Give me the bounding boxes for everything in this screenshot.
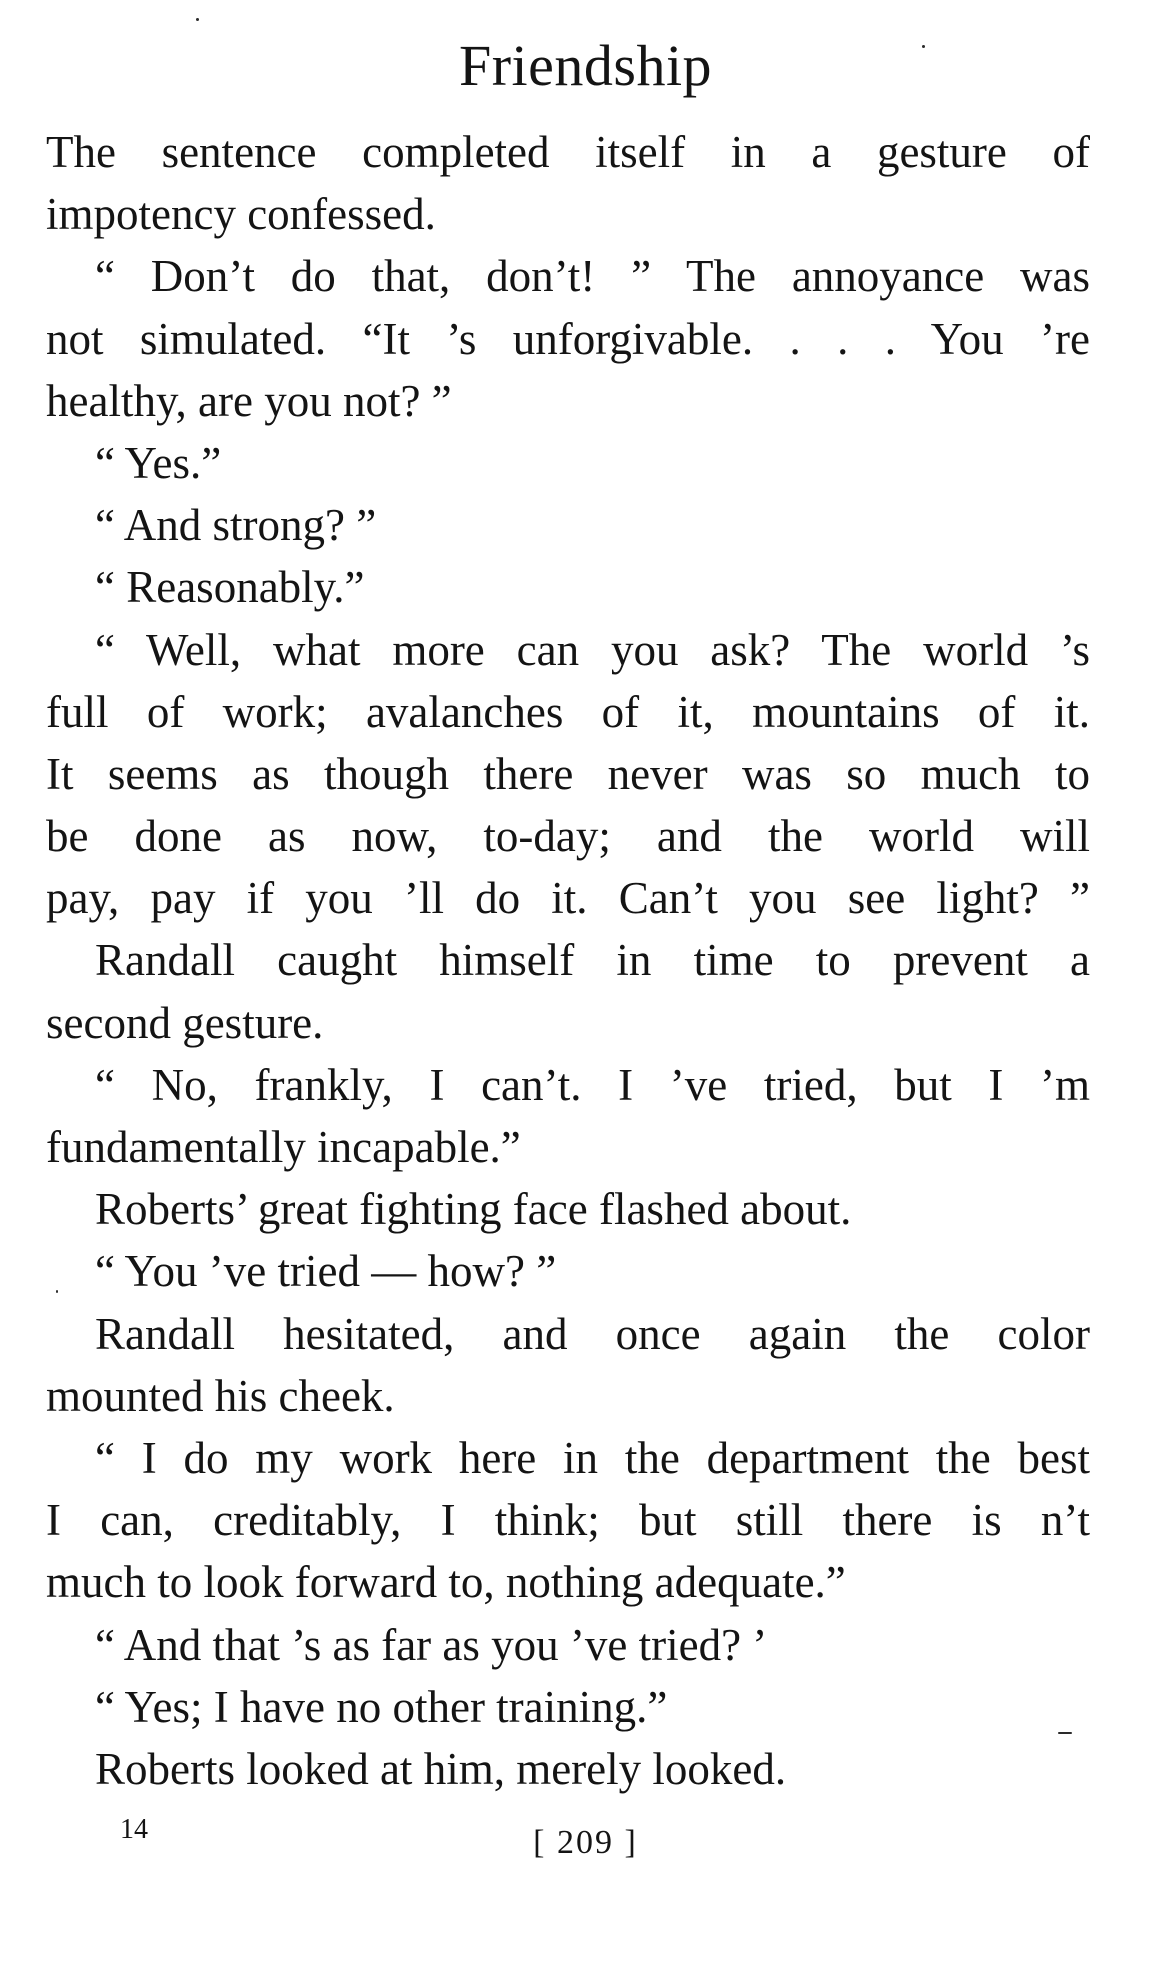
dust-speck bbox=[56, 1290, 58, 1293]
text-line: “ And that ’s as far as you ’ve tried? ’ bbox=[95, 1619, 768, 1670]
text-line: “ No, frankly, I can’t. I ’ve tried, but I ’m bbox=[95, 1059, 1090, 1110]
text-line: Roberts looked at him, merely looked. bbox=[95, 1743, 787, 1794]
text-line: impotency confessed. bbox=[46, 189, 436, 240]
text-line: “ I do my work here in the department the best bbox=[95, 1432, 1090, 1483]
text-line: fundamentally incapable.” bbox=[46, 1122, 521, 1172]
signature-mark: 14 bbox=[120, 1814, 148, 1845]
text-line: The sentence completed itself in a gesture of bbox=[46, 127, 1090, 177]
text-line: I can, creditably, I think; but still there is n’t bbox=[46, 1495, 1090, 1546]
text-line: mounted his cheek. bbox=[46, 1370, 395, 1421]
text-line: “ Well, what more can you ask? The world ’s bbox=[95, 624, 1090, 675]
text-line: healthy, are you not? ” bbox=[46, 375, 452, 426]
text-line: second gesture. bbox=[46, 997, 324, 1048]
text-line: not simulated. “It ’s unforgivable. . . . You ’re bbox=[46, 313, 1090, 364]
text-line: full of work; avalanches of it, mountains of it. bbox=[46, 686, 1090, 737]
running-head: Friendship bbox=[458, 33, 713, 98]
dust-speck bbox=[922, 45, 925, 48]
text-line: Randall hesitated, and once again the color bbox=[95, 1308, 1090, 1359]
text-line: be done as now, to-day; and the world will bbox=[46, 811, 1090, 862]
text-line: It seems as though there never was so much to bbox=[46, 748, 1090, 799]
text-line: much to look forward to, nothing adequate.” bbox=[46, 1557, 846, 1608]
page-number: [ 209 ] bbox=[533, 1824, 638, 1861]
dust-speck bbox=[1058, 1732, 1072, 1734]
text-line: Roberts’ great fighting face flashed about. bbox=[95, 1184, 852, 1235]
body-text bbox=[46, 121, 1090, 1800]
text-line: pay, pay if you ’ll do it. Can’t you see light? ” bbox=[46, 873, 1090, 924]
text-line: “ Reasonably.” bbox=[95, 562, 365, 613]
text-line: “ Yes.” bbox=[95, 437, 222, 488]
dust-speck bbox=[196, 18, 199, 21]
text-line: “ And strong? ” bbox=[95, 500, 377, 551]
text-line: Randall caught himself in time to prevent a bbox=[95, 935, 1090, 986]
text-line: “ Don’t do that, don’t! ” The annoyance was bbox=[95, 251, 1090, 302]
text-line: “ You ’ve tried — how? ” bbox=[95, 1246, 557, 1297]
text-line: “ Yes; I have no other training.” bbox=[95, 1681, 668, 1732]
